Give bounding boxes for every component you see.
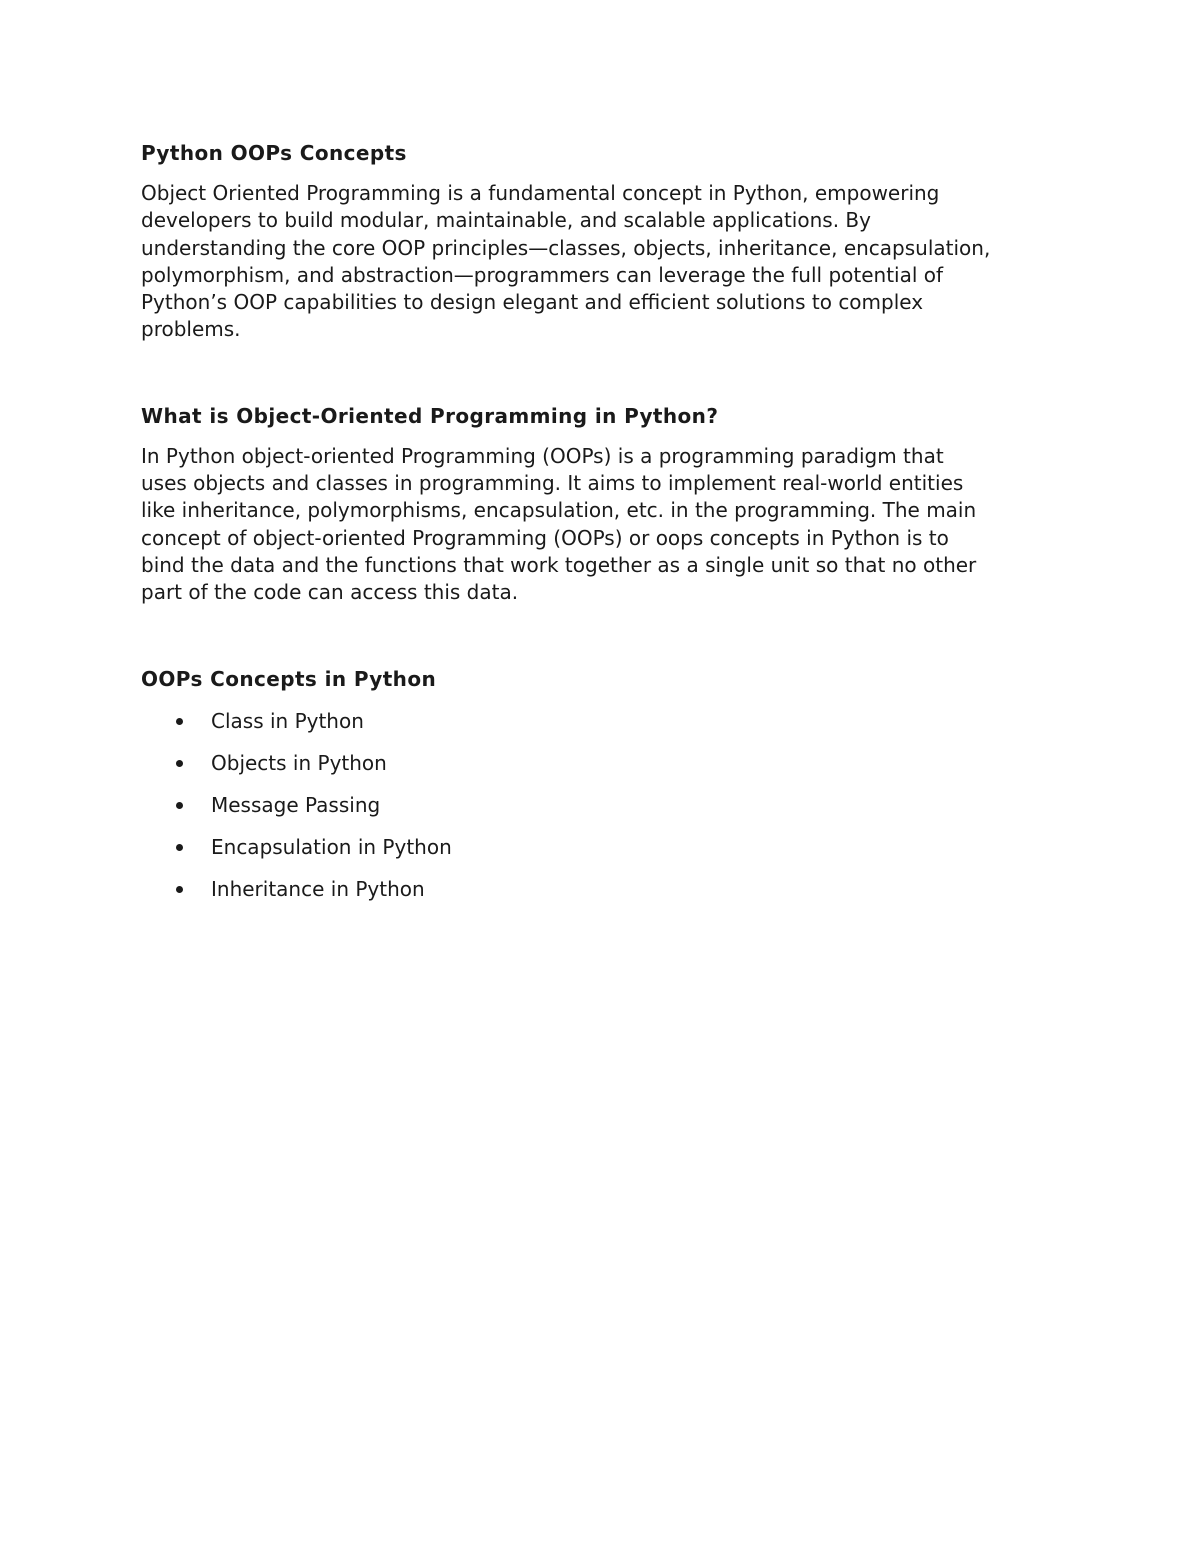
list-item — [141, 875, 1081, 903]
list-item-label: Class in Python — [211, 708, 364, 733]
bullet-icon — [176, 760, 183, 767]
section-title-oops-concepts-in-python: OOPs Concepts in Python — [141, 666, 437, 691]
list-item — [141, 749, 1081, 777]
section-spacer — [141, 344, 1081, 402]
bullet-icon — [176, 802, 183, 809]
oop-definition-paragraph: In Python object-oriented Programming (OOPs) is a programming paradigm that uses objects and classes in programming. It aims to implement real-world entities like inheritance, polymorphisms, encapsulation, etc. in the programming. The main concept of object-oriented Programming (OOPs) or oops concepts in Python is to bind the data and the functions that work together as a single unit so that no other part of the code can access this data. — [141, 443, 977, 605]
bullet-icon — [176, 718, 183, 725]
section-title-what-is-oop: What is Object-Oriented Programming in Python? — [141, 403, 719, 428]
list-item-label: Message Passing — [211, 792, 381, 817]
list-item — [141, 707, 1081, 735]
list-item-label: Inheritance in Python — [211, 876, 425, 901]
list-item-label: Objects in Python — [211, 750, 387, 775]
intro-paragraph: Object Oriented Programming is a fundamental concept in Python, empowering developers to build modular, maintainable, and scalable applications. By understanding the core OOP principles—classes, objects, inheritance, encapsulation, polymorphism, and abstraction—programmers can leverage the full potential of Python’s OOP capabilities to design elegant and efficient solutions to complex problems. — [141, 181, 991, 342]
document-content — [141, 139, 1081, 917]
bullet-icon — [176, 844, 183, 851]
section-spacer — [141, 607, 1081, 665]
bullet-icon — [176, 886, 183, 893]
concepts-list — [141, 707, 1081, 903]
list-item-label: Encapsulation in Python — [211, 834, 452, 859]
list-item — [141, 833, 1081, 861]
section-title-python-oops-concepts: Python OOPs Concepts — [141, 141, 407, 165]
list-item — [141, 791, 1081, 819]
